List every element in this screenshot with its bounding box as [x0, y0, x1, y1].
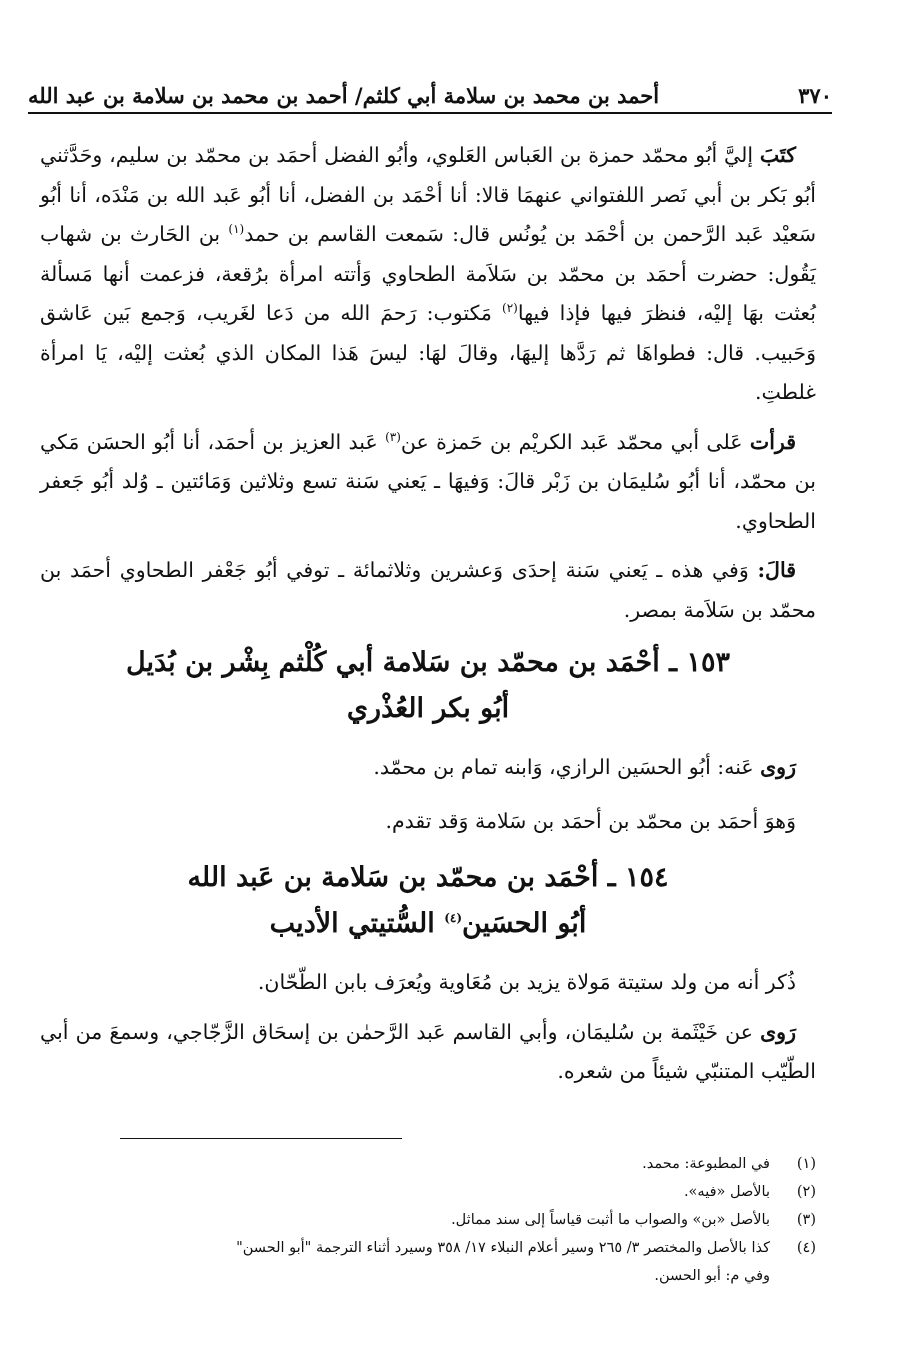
paragraph-lead-word: قالَ:	[757, 558, 796, 582]
footnote-text: في المطبوعة: محمد.	[642, 1156, 770, 1172]
paragraph-text: بن الحَارث بن شهاب يَقُول: حضرت أحمَد بن محمّد بن سَلاَمة الطحاوي وَأتته امرأة برُقعة، فزعمت أنها مَسألة بُعثت بهَا إليْه، فنظرَ فيها فإذا فيها	[40, 222, 816, 325]
paragraph-text: مَكتوب: رَحمَ الله من دَعا لغَريب، وَجمع بَين عَاشق وَحَبيب. قال: فطواهَا ثم رَدَّها إليهَا، وقالَ لهَا: ليسَ هَذا المكان الذي بُعثت إليْه، يَا امرأة غلطتِ.	[40, 301, 816, 404]
page-number: ٣٧٠	[798, 83, 832, 108]
footnote-2	[40, 1178, 816, 1206]
paragraph-text: إليَّ أبُو محمّد حمزة بن العَباس العَلوي، وأبُو الفضل أحمَد بن محمّد بن سليم، وحَدَّثني أبُو بَكر بن أبي نَصر اللفتواني عنهمَا قالا: أنا أحْمَد بن الفضل، أنا أبُو عَبد الله بن مَنْدَه، أنا أبُو سَعيْد عَبد الرَّحمن بن أحْمَد بن يُونُس قال: سَمعت القاسم بن حمد	[40, 143, 817, 246]
paragraph-text: عَلى أبي محمّد عَبد الكريْم بن حَمزة عن	[400, 429, 750, 454]
running-title: أحمد بن محمد بن سلامة أبي كلثم/ أحمد بن محمد بن سلامة بن عبد الله	[28, 83, 660, 108]
paragraph-text: عَبد العزيز بن أحمَد، أنا أبُو الحسَن مَكي بن محمّد، أنا أبُو سُليمَان بن زَبْر قالَ: وَفيهَا ـ يَعني سَنة تسع وثلاثين وَمَائتين ـ وُلد أبُو جَعفر الطحاوي.	[40, 429, 816, 533]
entry-153-line-2: وَهوَ أحمَد بن محمّد بن أحمَد بن سَلامة وَقد تقدم.	[385, 808, 796, 833]
footnote-divider	[120, 1138, 402, 1139]
paragraph-2	[40, 423, 816, 542]
paragraph-lead-word: رَوى	[760, 755, 796, 779]
footnote-ref-4[interactable]: (٤)	[444, 911, 463, 925]
entry-heading-line: ١٥٣ ـ أحْمَد بن محمّد بن سَلامة أبي كُلْثم بِشْر بن بُدَيل	[126, 647, 730, 678]
entry-heading-153	[40, 640, 816, 732]
footnote-3	[40, 1206, 816, 1234]
footnote-text: بالأصل «فيه».	[683, 1184, 770, 1200]
paragraph-text: عَنه: أبُو الحسَين الرازي، وَابنه تمام بن محمّد.	[373, 755, 761, 779]
footnote-ref-2[interactable]: (٢)	[502, 301, 518, 316]
footnotes	[40, 1150, 816, 1290]
paragraph-lead-word: قرأت	[749, 429, 796, 454]
footnote-number: (١)	[796, 1156, 816, 1172]
paragraph-text: عن خَيْثَمة بن سُليمَان، وأبي القاسم عَبد الرَّحمٰن بن إسحَاق الزَّجّاجي، وسمعَ من أبي الطّيّب المتنبّي شيئاً من شعره.	[40, 1019, 816, 1083]
main-text	[40, 136, 816, 1102]
paragraph-lead-word: كتَبَ	[759, 143, 796, 167]
paragraph-text: وَفي هذه ـ يَعني سَنة إحدَى وَعشرين وثلاثمائة ـ توفي أبُو جَعْفر الطحاوي أحمَد بن محمّد بن سَلاَمة بمصر.	[40, 558, 816, 622]
footnote-text: كذا بالأصل والمختصر ٣/ ٢٦٥ وسير أعلام النبلاء ١٧/ ٣٥٨ وسيرد أثناء الترجمة "أبو الحسن"	[236, 1240, 770, 1256]
entry-heading-text: أبُو الحسَين	[462, 908, 587, 939]
footnote-number: (٤)	[796, 1240, 816, 1256]
footnote-number: (٢)	[796, 1184, 816, 1200]
footnote-number: (٣)	[796, 1212, 816, 1228]
entry-heading-text: السُّتيتي الأديب	[269, 908, 445, 939]
entry-heading-line: ١٥٤ ـ أحْمَد بن محمّد بن سَلامة بن عَبد الله	[187, 862, 669, 893]
footnote-ref-1[interactable]: (١)	[228, 222, 245, 237]
header-divider	[28, 112, 832, 114]
footnote-4	[40, 1234, 816, 1262]
entry-heading-line: أبُو بكر العُذْري	[346, 693, 510, 724]
entry-154-paragraph-1: ذُكر أنه من ولد ستيتة مَولاة يزيد بن مُعَاوية ويُعرَف بابن الطّحّان.	[257, 970, 796, 994]
footnote-1	[40, 1150, 816, 1178]
paragraph-1	[40, 136, 816, 413]
entry-heading-line	[40, 901, 816, 947]
footnote-ref-3[interactable]: (٣)	[385, 429, 401, 444]
footnote-4-continuation: وفي م: أبو الحسن.	[654, 1268, 770, 1284]
entry-154-paragraph-2	[40, 1013, 816, 1092]
paragraph-3	[40, 551, 816, 630]
paragraph-lead-word: رَوى	[760, 1019, 796, 1044]
entry-153-line-1	[40, 748, 816, 788]
footnote-text: بالأصل «بن» والصواب ما أثبت قياساً إلى سند مماثل.	[451, 1212, 770, 1228]
entry-heading-154	[40, 855, 816, 947]
page-header	[28, 64, 832, 108]
